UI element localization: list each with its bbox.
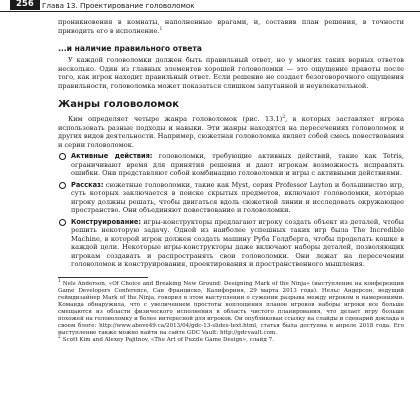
bullet-circle-icon bbox=[59, 182, 66, 189]
footnote: $^2$ Scott Kim and Alexey Pajitnov, «The Art of Puzzle Game Design», слайд 7. bbox=[58, 334, 274, 343]
footnote-divider bbox=[58, 277, 148, 278]
list-item: Активные действия: головоломки, требующие активных действий, такие как Tetris, ограничивают время для принятия решения и дают игрокам возможность исправлять ошибки. Они представляют собой комбинацию головоломки и игры с активными действиями. bbox=[58, 152, 404, 178]
correct-answer-paragraph: У каждой головоломки должен быть правильный ответ, но у многих таких верных ответов несколько. Один из главных элементов хорошей головоломки — это ощущение правоты после того, как игрок находит правильный ответ. Если решение не создает безоговорочного ощущения правильности, головоломка может показаться слишком запутанной и неувлекательной. bbox=[58, 56, 404, 90]
footnote-ref: 2 bbox=[282, 114, 286, 120]
section-heading-genres: Жанры головоломок bbox=[58, 99, 180, 110]
genres-paragraph: Ким определяет четыре жанра головоломок (рис. 13.1)$^2$, в которых заставляет игрока использовать разные подходы и навыки. Эти жанры находятся на пересечениях головоломок и других видов деятельности. Например, сюжетная головоломка являет собой смесь повествования и серии головоломок. bbox=[58, 114, 404, 149]
bullet-circle-icon bbox=[59, 153, 66, 160]
section-heading-correct-answer: ...и наличие правильного ответа bbox=[58, 44, 202, 53]
running-title: Глава 13. Проектирование головоломок bbox=[42, 1, 195, 10]
intro-paragraph: проникновения в комнаты, наполненные врагами, и, составив план решения, в точности приводить его в исполнение.$^1$ bbox=[58, 18, 404, 35]
list-item: Рассказ: сюжетные головоломки, такие как Myst, серия Professor Layton и большинство игр, суть которых заключается в поиске скрытых предметов, включают головоломки, которые игроку должны решать, чтобы двигаться вдоль сюжетной линии и исследовать окружающее пространство. Они объединяют повествование и головоломки. bbox=[58, 181, 404, 215]
bullet-circle-icon bbox=[59, 219, 66, 226]
genres-list bbox=[58, 152, 404, 269]
list-item: Конструирование: игры-конструкторы предлагают игроку создать объект из деталей, чтобы решить некоторую задачу. Одной из наиболее успешных таких игр была The Incredible Machine, в которой игрок должен создать машину Руба Голдберга, чтобы проделать кошке в каждой цели. Некоторые игры-конструкторы даже включают наборы деталей, позволяющих игрокам создавать и распространять свои головоломки. Они лежат на пересечении головоломок и конструирования, проектирования и пространственного мышления. bbox=[58, 218, 404, 269]
running-header bbox=[0, 0, 420, 12]
page-body bbox=[58, 18, 404, 344]
footnote-ref: 1 bbox=[159, 26, 163, 32]
footnote: $^1$ Nels Anderson, «Of Choice and Breaking New Ground: Designing Mark of the Ninja» (выступление на конференции Game Developers Conference, Сан Франциско, Калифорния, 29 марта 2013 года). Нельс Андерсон, ведущий геймдизайнер Mark of the Ninja, говорил в этом выступлении о сужении разрыва между игроком и намерениями. Команда обнаружила, что с увеличением простоты воплощения планов игроков наборы игроки все больше смещаются из области физического исполнения в область чистого планирования, что делает игру больше похожей на головоломку и более интересной для игроков. Он опубликован ссылку на слайды и сценарий доклада в своем блоге: http://www.above49.ca/2013/04/gdc-13-slides-text.html, статья была доступна в апреле 2018 года. Его выступление также можно найти на сайте GDC Vault: http://gdcvault.com. bbox=[58, 278, 404, 336]
page-number: 256 bbox=[10, 0, 40, 10]
